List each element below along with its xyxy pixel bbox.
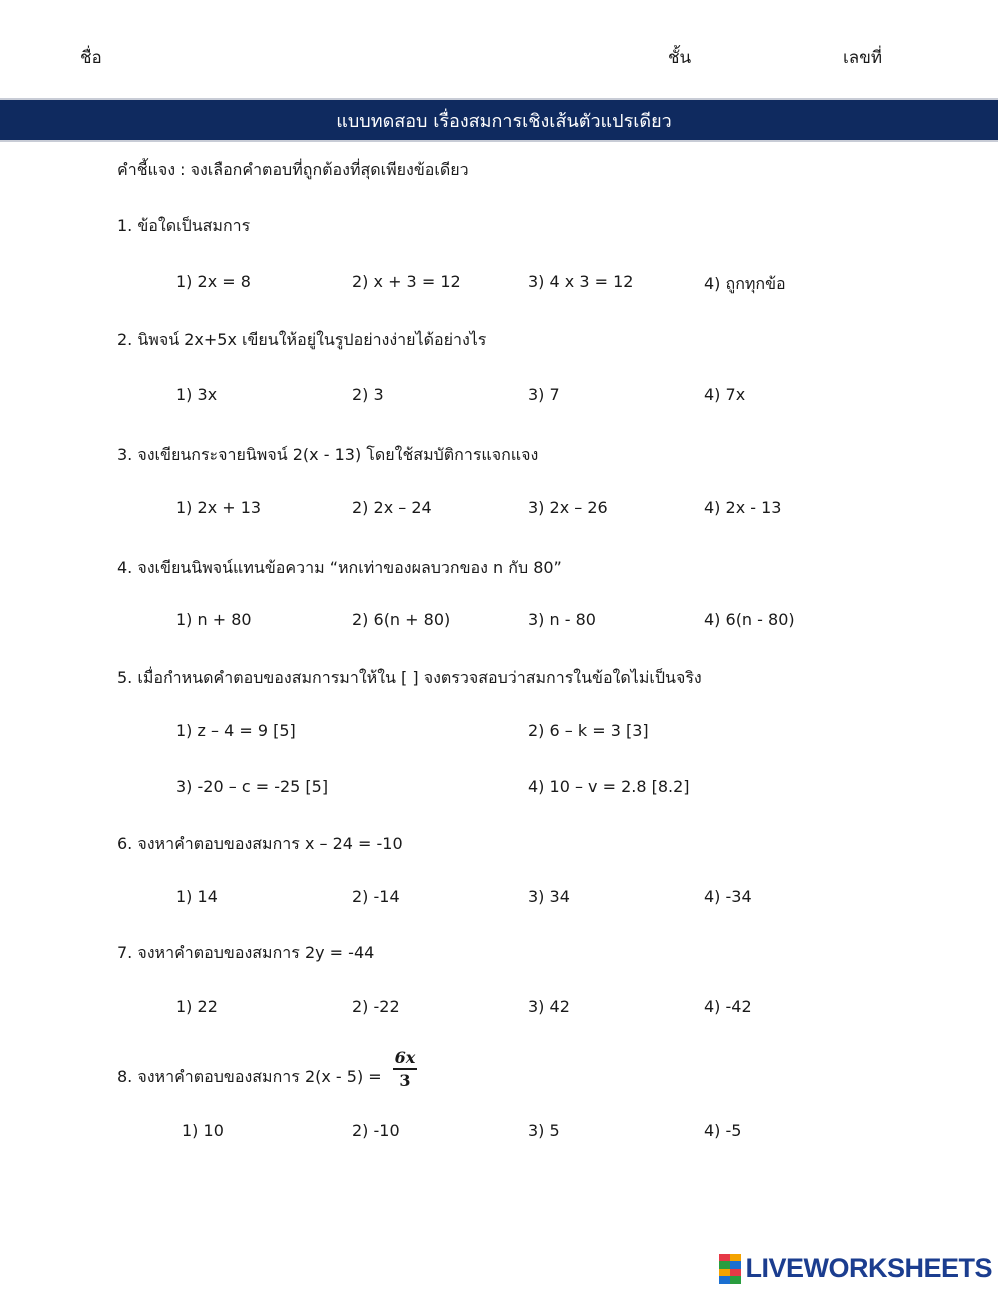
q8-option-1[interactable]: 1) 10 [182, 1121, 224, 1140]
q1-option-4[interactable]: 4) ถูกทุกข้อ [704, 274, 786, 293]
question-6: 6. จงหาคำตอบของสมการ x – 24 = -10 [117, 834, 403, 853]
q5-option-1[interactable]: 1) z – 4 = 9 [5] [176, 721, 296, 740]
q1-option-1[interactable]: 1) 2x = 8 [176, 272, 251, 291]
question-8: 8. จงหาคำตอบของสมการ 2(x - 5) = [117, 1067, 382, 1086]
logo-block [719, 1261, 730, 1269]
question-5: 5. เมื่อกำหนดคำตอบของสมการมาให้ใน [ ] จงตรวจสอบว่าสมการในข้อใดไม่เป็นจริง [117, 668, 702, 687]
q7-option-2[interactable]: 2) -22 [352, 997, 400, 1016]
q1-option-3[interactable]: 3) 4 x 3 = 12 [528, 272, 634, 291]
q1-option-2[interactable]: 2) x + 3 = 12 [352, 272, 461, 291]
q4-option-4[interactable]: 4) 6(n - 80) [704, 610, 795, 629]
fraction-numerator: 6x [394, 1048, 416, 1067]
instruction-text: คำชี้แจง : จงเลือกคำตอบที่ถูกต้องที่สุดเพียงข้อเดียว [117, 160, 469, 179]
name-label: ชื่อ [80, 48, 102, 68]
q8-fraction [393, 1048, 417, 1090]
q2-option-4[interactable]: 4) 7x [704, 385, 746, 404]
q6-option-2[interactable]: 2) -14 [352, 887, 400, 906]
q3-option-4[interactable]: 4) 2x - 13 [704, 498, 782, 517]
q4-option-1[interactable]: 1) n + 80 [176, 610, 252, 629]
q5-option-4[interactable]: 4) 10 – v = 2.8 [8.2] [528, 777, 690, 796]
title-bar [0, 98, 998, 142]
liveworksheets-logo [719, 1253, 992, 1284]
number-label: เลขที่ [843, 48, 883, 68]
q6-option-1[interactable]: 1) 14 [176, 887, 218, 906]
worksheet-title: แบบทดสอบ เรื่องสมการเชิงเส้นตัวแปรเดียว [336, 110, 672, 132]
logo-block [730, 1261, 741, 1269]
class-label: ชั้น [668, 48, 692, 68]
logo-block [730, 1276, 741, 1284]
q8-option-3[interactable]: 3) 5 [528, 1121, 560, 1140]
q4-option-3[interactable]: 3) n - 80 [528, 610, 596, 629]
logo-block [719, 1276, 730, 1284]
logo-text: LIVEWORKSHEETS [745, 1253, 992, 1283]
fraction-bar [393, 1068, 417, 1070]
q8-option-4[interactable]: 4) -5 [704, 1121, 742, 1140]
question-1: 1. ข้อใดเป็นสมการ [117, 216, 251, 235]
question-3: 3. จงเขียนกระจายนิพจน์ 2(x - 13) โดยใช้สมบัติการแจกแจง [117, 445, 539, 464]
logo-block [730, 1254, 741, 1262]
q3-option-3[interactable]: 3) 2x – 26 [528, 498, 608, 517]
q2-option-1[interactable]: 1) 3x [176, 385, 218, 404]
q8-option-2[interactable]: 2) -10 [352, 1121, 400, 1140]
q7-option-1[interactable]: 1) 22 [176, 997, 218, 1016]
logo-block [719, 1254, 730, 1262]
q3-option-2[interactable]: 2) 2x – 24 [352, 498, 432, 517]
logo-block [730, 1269, 741, 1277]
q5-option-2[interactable]: 2) 6 – k = 3 [3] [528, 721, 649, 740]
question-4: 4. จงเขียนนิพจน์แทนข้อความ “หกเท่าของผลบวกของ n กับ 80” [117, 558, 562, 577]
logo-block [719, 1269, 730, 1277]
q3-option-1[interactable]: 1) 2x + 13 [176, 498, 262, 517]
q4-option-2[interactable]: 2) 6(n + 80) [352, 610, 451, 629]
fraction-denominator: 3 [399, 1071, 411, 1090]
question-2: 2. นิพจน์ 2x+5x เขียนให้อยู่ในรูปอย่างง่ายได้อย่างไร [117, 330, 487, 349]
q2-option-2[interactable]: 2) 3 [352, 385, 384, 404]
logo-mark-icon [719, 1254, 741, 1284]
q6-option-4[interactable]: 4) -34 [704, 887, 752, 906]
q7-option-3[interactable]: 3) 42 [528, 997, 570, 1016]
q6-option-3[interactable]: 3) 34 [528, 887, 570, 906]
q7-option-4[interactable]: 4) -42 [704, 997, 752, 1016]
q2-option-3[interactable]: 3) 7 [528, 385, 560, 404]
question-7: 7. จงหาคำตอบของสมการ 2y = -44 [117, 943, 375, 962]
q5-option-3[interactable]: 3) -20 – c = -25 [5] [176, 777, 329, 796]
